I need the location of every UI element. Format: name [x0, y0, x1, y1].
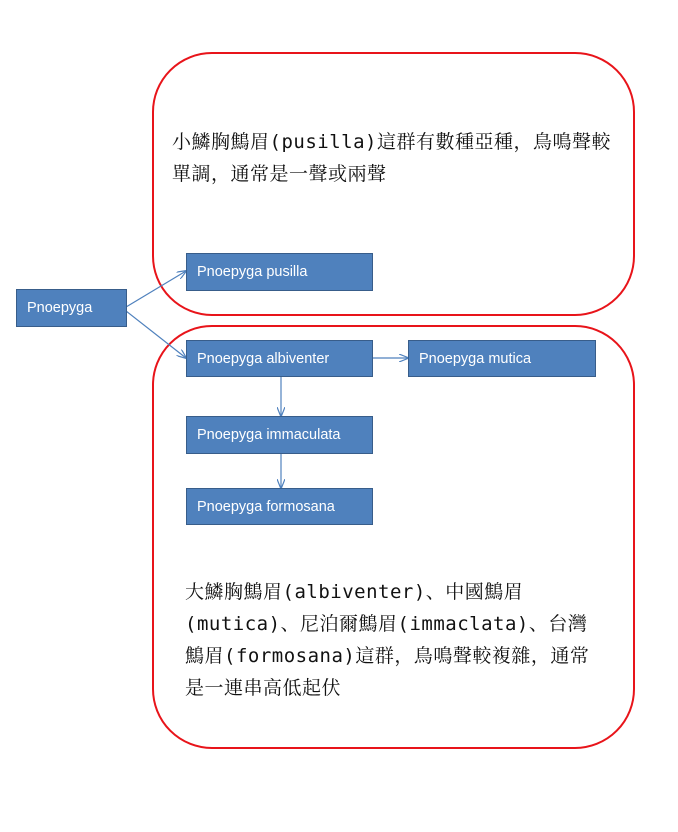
note-pusilla-description: 小鱗胸鷦眉(pusilla)這群有數種亞種，鳥鳴聲較單調，通常是一聲或兩聲 — [172, 131, 611, 185]
node-pnoepyga — [16, 289, 127, 327]
edge-root-to-albiventer — [126, 311, 186, 358]
node-pnoepyga-formosana — [186, 488, 373, 525]
node-label: Pnoepyga formosana — [197, 498, 335, 515]
node-pnoepyga-immaculata — [186, 416, 373, 454]
node-label: Pnoepyga immaculata — [197, 427, 341, 443]
node-label: Pnoepyga — [27, 300, 93, 316]
node-pnoepyga-albiventer — [186, 340, 373, 377]
edge-root-to-pusilla — [126, 271, 186, 307]
node-pnoepyga-pusilla — [186, 253, 373, 291]
node-label: Pnoepyga albiventer — [197, 350, 330, 367]
note-albiventer-group-description: 大鱗胸鷦眉(albiventer)、中國鷦眉(mutica)、尼泊爾鷦眉(immaclata)、台灣鷦眉(formosana)這群，鳥鳴聲較複雜，通常是一連串高低起伏 — [185, 581, 590, 699]
node-label: Pnoepyga mutica — [419, 350, 532, 367]
node-pnoepyga-mutica — [408, 340, 596, 377]
node-label: Pnoepyga pusilla — [197, 264, 308, 280]
